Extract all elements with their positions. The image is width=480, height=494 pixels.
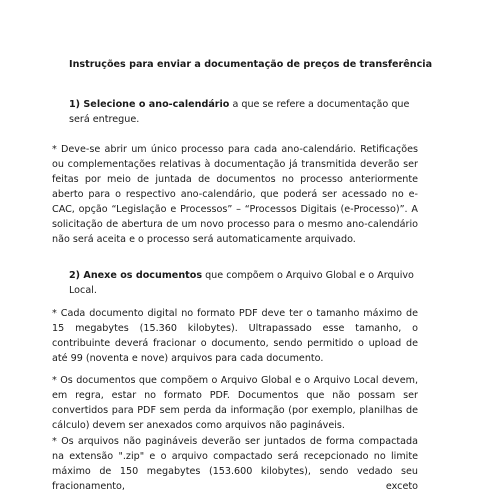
note-paragraph-1: * Deve-se abrir um único processo para cada ano-calendário. Retificações ou complementações relativas à documentação já transmitida deverão ser feitas por meio de juntada de documentos no processo anteriormente aberto para o respectivo ano-calendário, que poderá ser acessado no e-CAC, opção “Legislação e Processos” – “Processos Digitais (e-Processo)”. A solicitação de abertura de um novo processo para o mesmo ano-calendário não será aceita e o processo será automaticamente arquivado. — [52, 144, 418, 245]
step-1-text: a que se refere a documentação que será entregue. — [69, 99, 410, 125]
step-1-heading: 1) Selecione o ano-calendário — [69, 99, 230, 110]
step-2 — [69, 268, 421, 298]
document-title: Instruções para enviar a documentação de preços de transferência — [69, 59, 433, 70]
note-paragraph-3: * Os documentos que compõem o Arquivo Global e o Arquivo Local devem, em regra, estar no formato PDF. Documentos que não possam ser convertidos para PDF sem perda da informação (por exemplo, planilhas de cálculo) devem ser anexados como arquivos não pagináveis. — [52, 375, 418, 431]
step-2-heading: 2) Anexe os documentos — [69, 270, 203, 281]
step-1 — [69, 97, 421, 127]
note-paragraph-2: * Cada documento digital no formato PDF deve ter o tamanho máximo de 15 megabytes (15.360 kilobytes). Ultrapassado esse tamanho, o contribuinte deverá fracionar o documento, sendo permitido o upload de até 99 (noventa e nove) arquivos para cada documento. — [52, 308, 418, 364]
note-paragraph-4: * Os arquivos não pagináveis deverão ser juntados de forma compactada na extensão ".zip" e o arquivo compactado será recepcionado no limite máximo de 150 megabytes (153.600 kilobytes), sendo vedado seu fracionamento, exceto — [52, 436, 418, 492]
step-2-text: que compõem o Arquivo Global e o Arquivo Local. — [69, 270, 414, 296]
